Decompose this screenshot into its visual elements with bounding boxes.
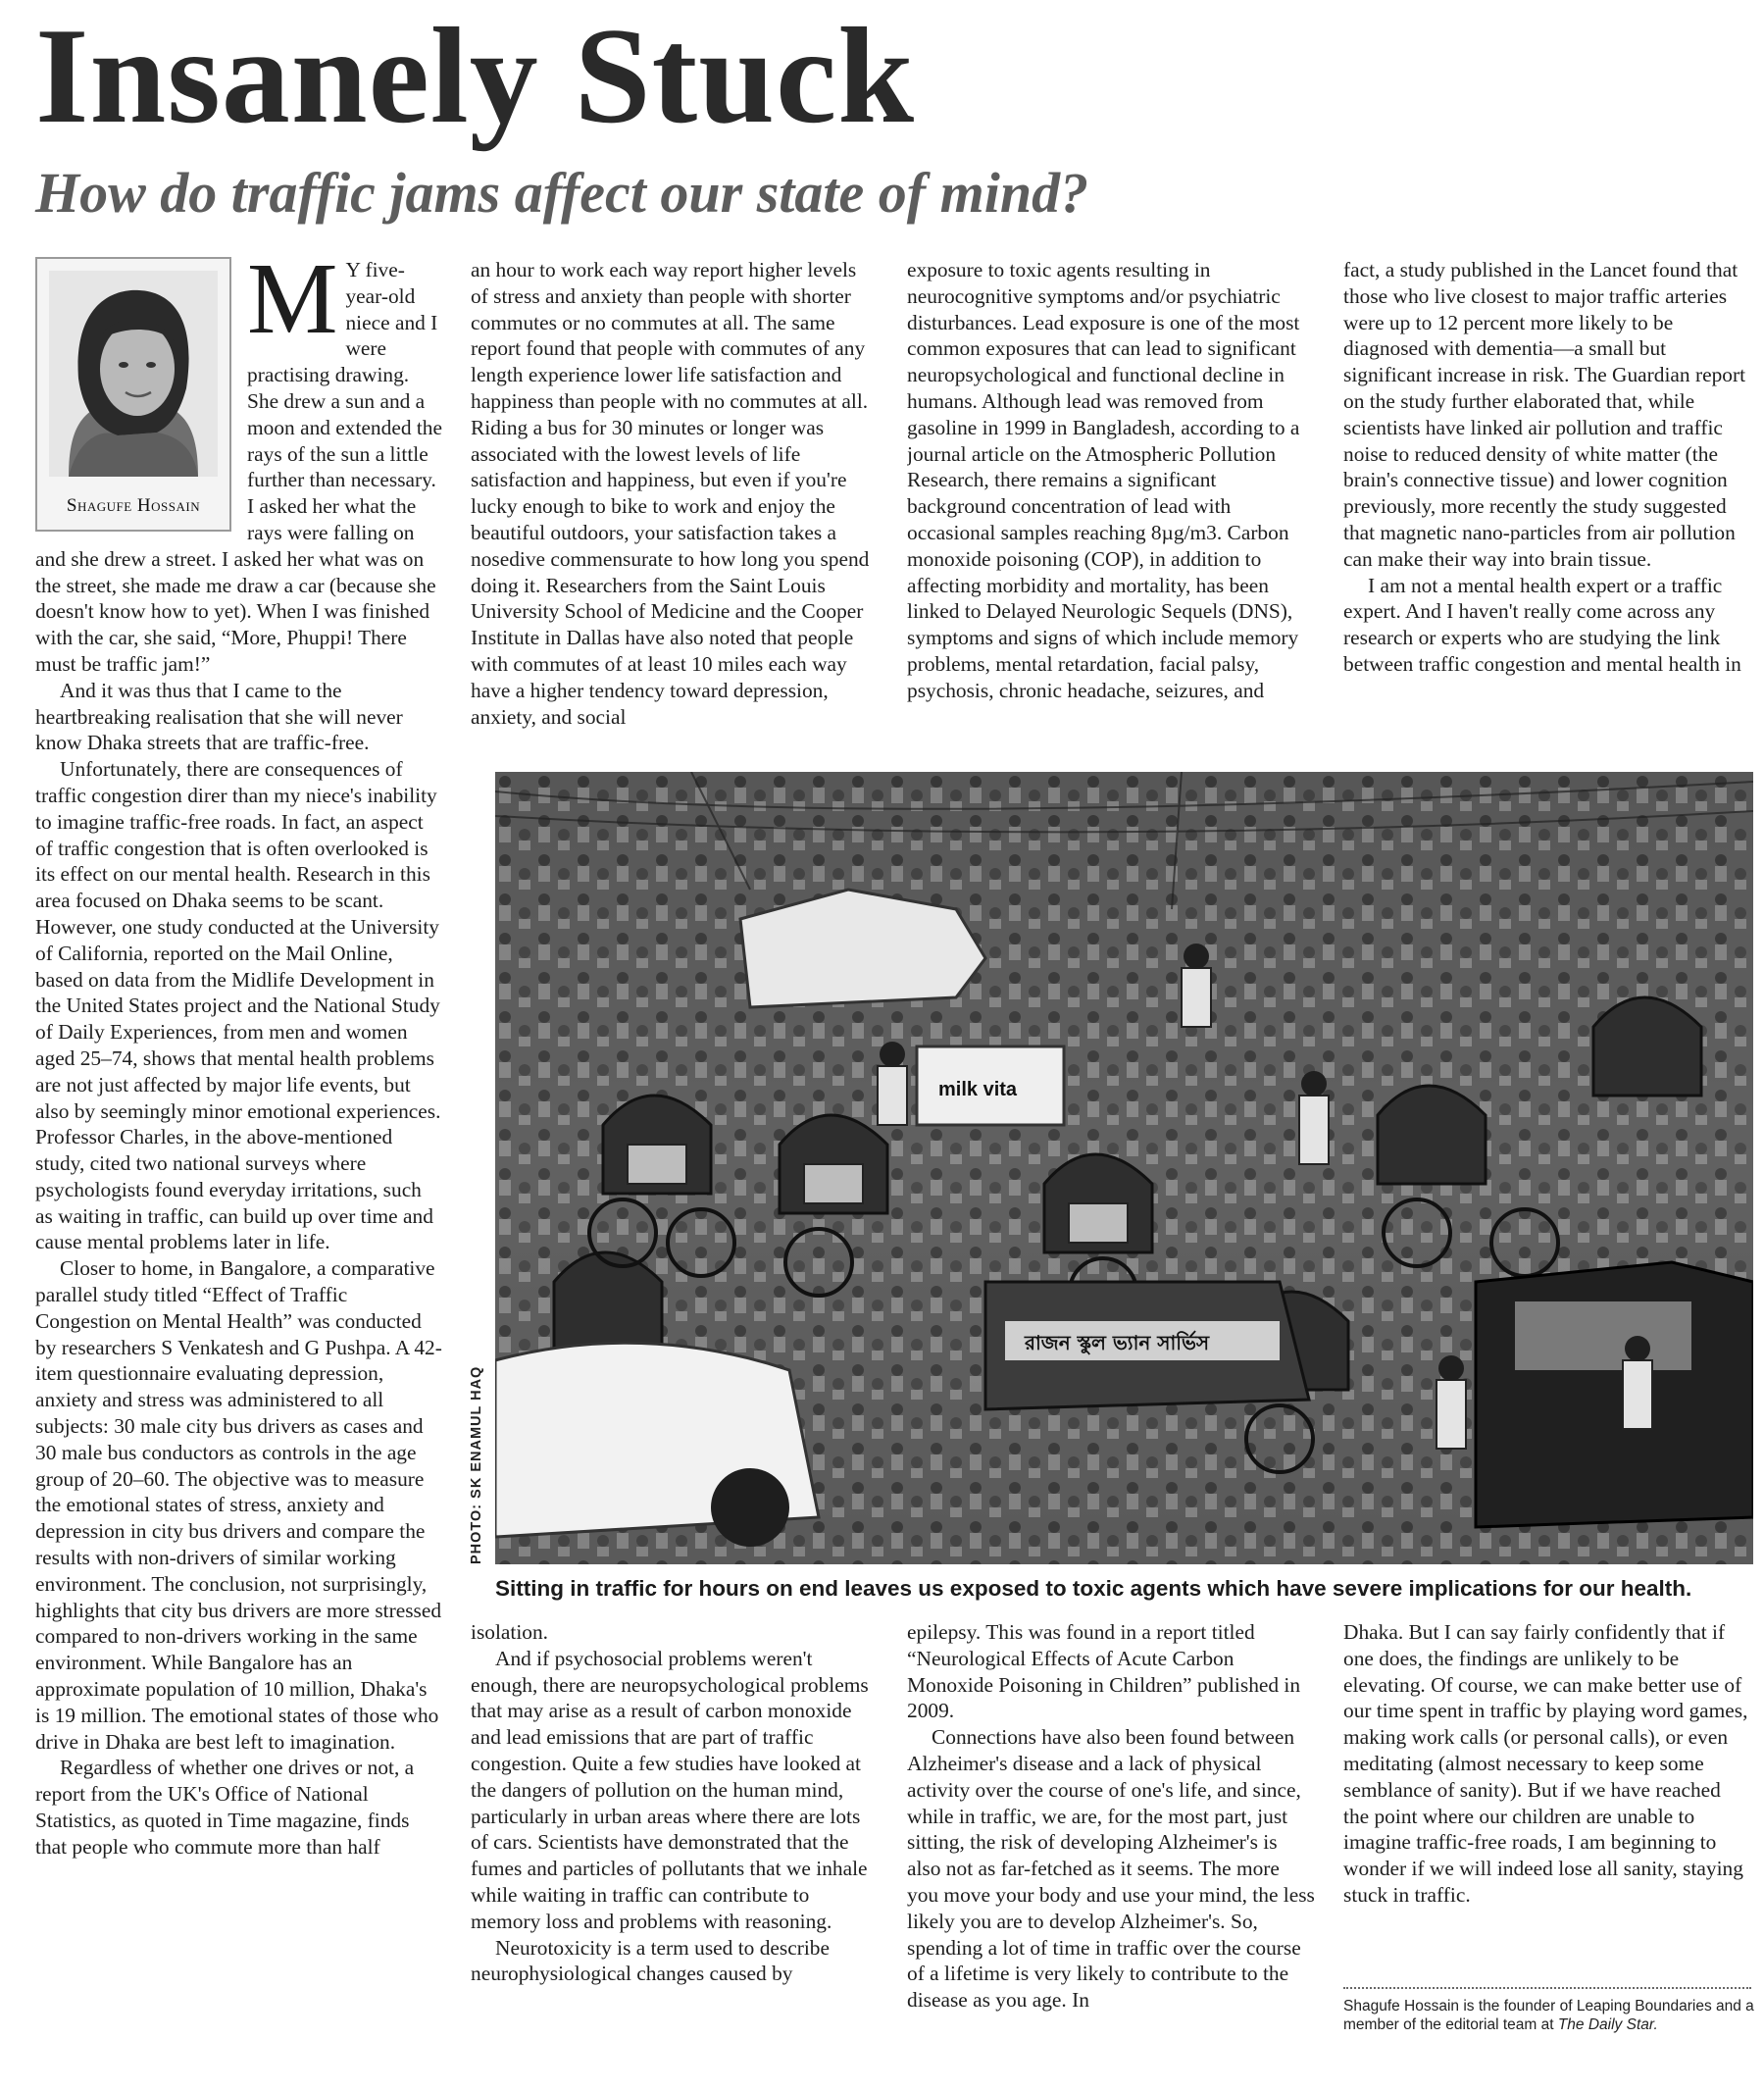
photo-caption: Sitting in traffic for hours on end leaves us exposed to toxic agents which have severe implications for our health. — [495, 1576, 1692, 1601]
author-name: Shagufe Hossain — [66, 495, 201, 517]
drop-cap: M — [247, 257, 338, 355]
paragraph: isolation. — [471, 1620, 549, 1644]
paragraph: Regardless of whether one drives or not, a report from the UK's Office of National Statistics, as quoted in Time magazine, finds that people who commute more than half — [35, 1756, 415, 1859]
author-bio — [1343, 1997, 1755, 2034]
paragraph: I am not a mental health expert or a traffic expert. And I haven't really come across any research or experts who are studying the link between traffic congestion and mental health in — [1343, 573, 1741, 676]
paragraph: Y five-year-old niece and I were practising drawing. She drew a sun and a moon and extended the rays of the sun a little further than necessary. I asked her what the rays were falling on and she drew a street. I asked her what was on the street, she made me draw a car (because she doesn't know how to yet). When I was finished with the car, she said, “More, Phuppi! There must be traffic jam!” — [35, 258, 442, 676]
article-column-4-bottom — [1343, 1619, 1751, 1982]
paragraph: Neurotoxicity is a term used to describe neurophysiological changes caused by — [471, 1935, 830, 1986]
author-byline-box — [35, 257, 231, 532]
school-van-sign: রাজন স্কুল ভ্যান সার্ভিস — [1025, 1331, 1210, 1354]
paragraph: epilepsy. This was found in a report titled “Neurological Effects of Acute Carbon Monoxide Poisoning in Children” published in 2009. — [907, 1620, 1301, 1723]
milk-vita-sign: milk vita — [938, 1079, 1018, 1100]
bio-divider — [1343, 1987, 1751, 1989]
photo-credit: PHOTO: SK ENAMUL HAQ — [469, 1365, 484, 1564]
article-column-1 — [35, 257, 443, 2081]
paragraph: Closer to home, in Bangalore, a comparative parallel study titled “Effect of Traffic Congestion on Mental Health” was conducted by researchers S Venkatesh and G Pushpa. A 42-item questionnaire evaluating depression, anxiety and stress was administered to all subjects: 30 male city bus drivers as cases and 30 male bus conductors as controls in the age group of 20–60. The objective was to measure the emotional states of stress, anxiety and depression in city bus drivers and compare the results with non-drivers of similar working environment. The conclusion, not surprisingly, highlights that city bus drivers are more stressed compared to non-drivers working in the same environment. While Bangalore has an approximate population of 10 million, Dhaka's is 19 million. The emotional states of those who drive in Dhaka are best left to imagination. — [35, 1256, 442, 1754]
paragraph: fact, a study published in the Lancet found that those who live closest to major traffic arteries were up to 12 percent more likely to be diagnosed with dementia—a small but significant increase in risk. The Guardian report on the study further elaborated that, while scientists have linked air pollution and traffic noise to reduced density of white matter (the brain's connective tissue) and lower cognition previously, more recently the study suggested that magnetic nano-particles from air pollution can make their way into brain tissue. — [1343, 258, 1746, 571]
author-photo — [49, 271, 218, 477]
paragraph: Connections have also been found between Alzheimer's disease and a lack of physical activity over the course of one's life, and since, while in traffic, we are, for the most part, just sitting, the risk of developing Alzheimer's is also not as far-fetched as it seems. The more you move your body and use your mind, the less likely you are to develop Alzheimer's. So, spending a lot of time in traffic over the course of a lifetime is very likely to contribute to the disease as you age. In — [907, 1725, 1315, 2013]
article-column-3-top — [907, 257, 1315, 759]
paragraph: an hour to work each way report higher levels of stress and anxiety than people with shorter commutes or no commutes at all. The same report found that people with commutes of any length experience lower life satisfaction and happiness than people with no commutes at all. Riding a bus for 30 minutes or longer was associated with the lowest levels of life satisfaction and happiness, but even if you're lucky enough to bike to work and enjoy the beautiful outdoors, your satisfaction takes a nosedive commensurate to how long you spend doing it. Researchers from the Saint Louis University School of Medicine and the Cooper Institute in Dallas have also noted that people with commutes of at least 10 miles each way have a higher tendency toward depression, anxiety, and social — [471, 258, 870, 729]
article-column-2-bottom — [471, 1619, 879, 2061]
article-column-3-bottom — [907, 1619, 1315, 2061]
author-bio-text: Shagufe Hossain is the founder of Leaping Boundaries and a member of the editorial team at — [1343, 1998, 1754, 2033]
article-column-2-top — [471, 257, 879, 759]
headline: Insanely Stuck — [35, 0, 916, 152]
paragraph: And it was thus that I came to the heartbreaking realisation that she will never know Dhaka streets that are traffic-free. — [35, 678, 403, 755]
traffic-photo — [495, 772, 1753, 1564]
paragraph: Dhaka. But I can say fairly confidently that if one does, the findings are unlikely to be elevating. Of course, we can make better use of our time spent in traffic by playing word games, making work calls (or personal calls), or even meditating (almost necessary to keep some semblance of sanity). But if we have reached the point where our children are unable to imagine traffic-free roads, I am beginning to wonder if we will indeed lose all sanity, staying stuck in traffic. — [1343, 1620, 1748, 1907]
subhead: How do traffic jams affect our state of mind? — [35, 161, 1089, 225]
paragraph: Unfortunately, there are consequences of traffic congestion direr than my niece's inability to imagine traffic-free roads. In fact, an aspect of traffic congestion that is often overlooked is its effect on our mental health. Research in this area focused on Dhaka seems to be scant. However, one study conducted at the University of California, reported on the Mail Online, based on data from the Midlife Development in the United States project and the National Study of Daily Experiences, from men and women aged 25–74, shows that mental health problems are not just affected by major life events, but also by seemingly minor emotional experiences. Professor Charles, in the above-mentioned study, cited two national surveys where psychologists found everyday irritations, such as waiting in traffic, can build up over time and cause mental problems later in life. — [35, 757, 441, 1254]
traffic-scene-illustration — [495, 772, 1753, 1564]
article-column-4-top — [1343, 257, 1751, 759]
publication-name: The Daily Star. — [1557, 2016, 1658, 2033]
paragraph: exposure to toxic agents resulting in neurocognitive symptoms and/or psychiatric disturbances. Lead exposure is one of the most common exposures that can lead to significant neuropsychological and functional decline in humans. Although lead was removed from gasoline in 1999 in Bangladesh, according to a journal article on the Atmospheric Pollution Research, there remains a significant background concentration of lead with occasional samples reaching 8µg/m3. Carbon monoxide poisoning (COP), in addition to affecting morbidity and mortality, has been linked to Delayed Neurologic Sequels (DNS), symptoms and signs of which include memory problems, mental retardation, facial palsy, psychosis, chronic headache, seizures, and — [907, 258, 1300, 702]
paragraph: And if psychosocial problems weren't enough, there are neuropsychological problems that may arise as a result of carbon monoxide and lead emissions that are part of traffic congestion. Quite a few studies have looked at the dangers of pollution on the human mind, particularly in urban areas where there are lots of cars. Scientists have demonstrated that the fumes and particles of pollutants that we inhale while waiting in traffic can contribute to memory loss and problems with reasoning. — [471, 1646, 869, 1933]
